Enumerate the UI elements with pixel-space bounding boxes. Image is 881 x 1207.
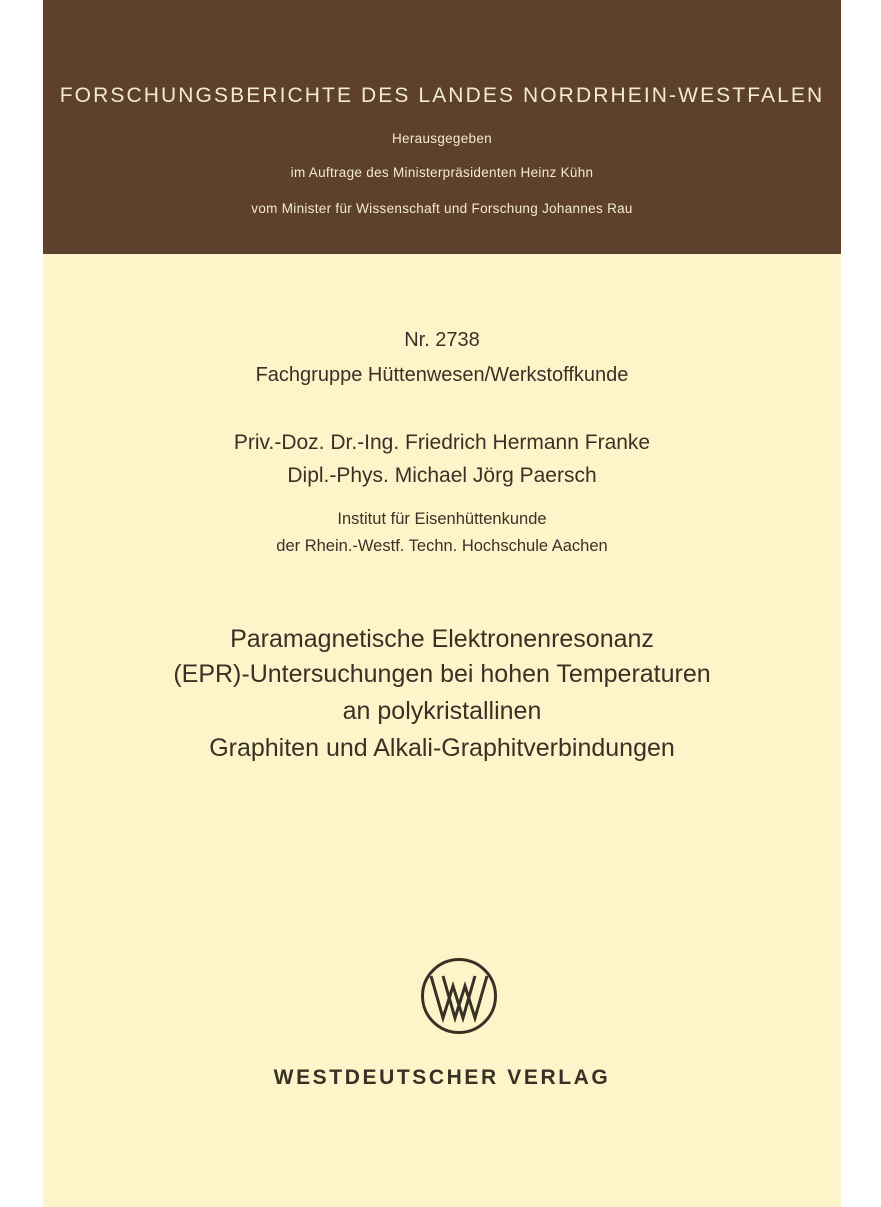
report-number: Nr. 2738	[404, 329, 480, 351]
institute-line-1: Institut für Eisenhüttenkunde	[337, 510, 547, 528]
title-line-1: Paramagnetische Elektronenresonanz	[230, 625, 654, 653]
editor-line-2: im Auftrage des Ministerpräsidenten Heinz Kühn	[290, 165, 594, 180]
institute-line-2: der Rhein.-Westf. Techn. Hochschule Aachen	[276, 537, 608, 555]
series-title: FORSCHUNGSBERICHTE DES LANDES NORDRHEIN-WESTFALEN	[59, 84, 825, 107]
author-1: Priv.-Doz. Dr.-Ing. Friedrich Hermann Franke	[233, 431, 651, 454]
editor-line-1: Herausgegeben	[392, 131, 492, 146]
series-header-band	[43, 0, 841, 254]
title-line-2: (EPR)-Untersuchungen bei hohen Temperaturen	[173, 660, 711, 688]
report-group: Fachgruppe Hüttenwesen/Werkstoffkunde	[255, 364, 629, 386]
title-line-4: Graphiten und Alkali-Graphitverbindungen	[209, 734, 675, 762]
book-cover	[43, 0, 841, 1207]
editor-line-3: vom Minister für Wissenschaft und Forschung Johannes Rau	[251, 201, 633, 216]
publisher-name: WESTDEUTSCHER VERLAG	[273, 1066, 611, 1089]
publisher-logo-icon	[419, 956, 499, 1036]
title-line-3: an polykristallinen	[342, 697, 542, 725]
author-2: Dipl.-Phys. Michael Jörg Paersch	[287, 464, 597, 487]
